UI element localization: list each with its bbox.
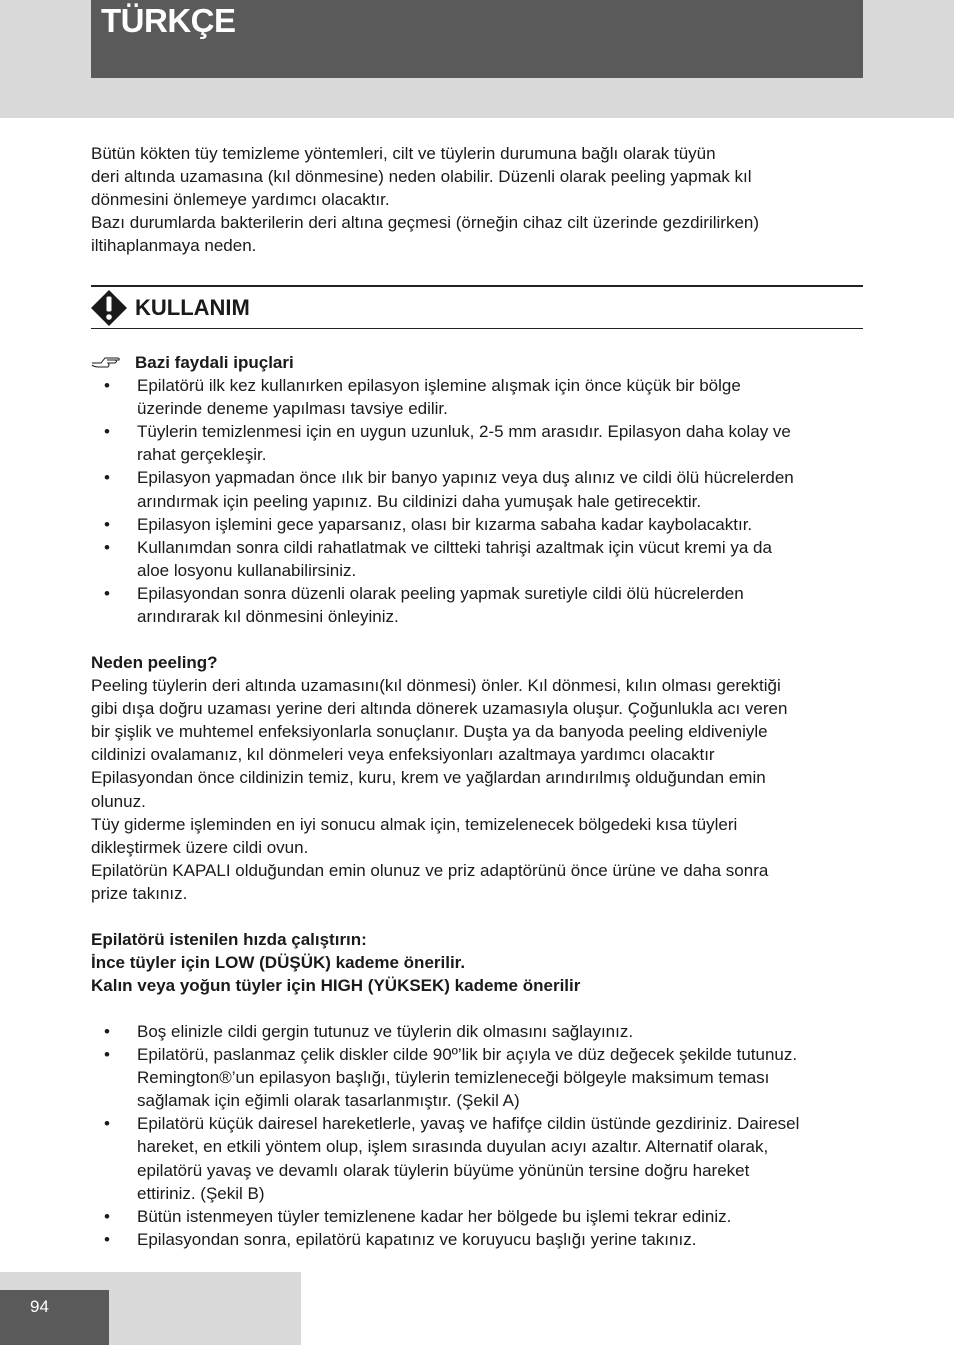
- list-item: • Kullanımdan sonra cildi rahatlatmak ve ciltteki tahrişi azaltmak için vücut kremi ya da aloe losyonu kullanabilirsiniz.: [104, 537, 772, 580]
- warning-icon: [91, 290, 127, 326]
- header-box: [91, 0, 863, 78]
- peeling-line: gibi dışa doğru uzaması yerine deri altında dönerek uzamasıyla oluşur. Çoğunlukla acı veren: [91, 699, 788, 719]
- speed-line: Epilatörü istenilen hızda çalıştırın:: [91, 930, 367, 949]
- section-heading: [91, 285, 863, 329]
- peeling-line: prize takınız.: [91, 883, 188, 903]
- peeling-line: Epilasyondan önce cildinizin temiz, kuru, krem ve yağlardan arındırılmış olduğundan emin: [91, 768, 766, 788]
- peeling-line: cildinizi ovalamanız, kıl dönmeleri veya enfeksiyonları azaltmaya yardımcı olacaktır: [91, 745, 715, 765]
- list-item: • Epilasyondan sonra düzenli olarak peeling yapmak suretiyle cildi ölü hücrelerden arındırarak kıl dönmesini önleyiniz.: [104, 583, 744, 627]
- intro-line: Bütün kökten tüy temizleme yöntemleri, cilt ve tüylerin durumuna bağlı olarak tüyün: [91, 144, 716, 163]
- list-item: • Epilasyondan sonra, epilatörü kapatınız ve koruyucu başlığı yerine takınız.: [104, 1229, 697, 1249]
- tips-list: [91, 374, 871, 628]
- section-title: KULLANIM: [135, 295, 250, 320]
- tips-block: [91, 351, 871, 628]
- peeling-line: Peeling tüylerin deri altında uzamasını(kıl dönmesi) önler. Kıl dönmesi, kılın olması gerektiği: [91, 676, 781, 696]
- peeling-heading: Neden peeling?: [91, 653, 218, 672]
- page-title: TÜRKÇE: [101, 2, 236, 39]
- intro-line: iltihaplanmaya neden.: [91, 236, 257, 256]
- list-item: • Epilasyon yapmadan önce ılık bir banyo yapınız veya duş alınız ve cildi ölü hücrelerden arındırmak için peeling yapınız. Bu cildinizi daha yumuşak hale getirecektir.: [104, 468, 794, 511]
- page-number-box: [0, 1290, 109, 1345]
- page-number: 94: [30, 1297, 49, 1316]
- speed-line: Kalın veya yoğun tüyler için HIGH (YÜKSEK) kademe önerilir: [91, 976, 581, 996]
- steps-block: [91, 1020, 871, 1251]
- list-item: • Epilatörü ilk kez kullanırken epilasyon işlemine alışmak için önce küçük bir bölge üzerinde deneme yapılması tavsiye edilir.: [104, 376, 741, 419]
- list-item: • Bütün istenmeyen tüyler temizlenene kadar her bölgede bu işlemi tekrar ediniz.: [104, 1206, 732, 1226]
- peeling-line: bir şişlik ve muhtemel enfeksiyonlarla sonuçlanır. Duşta ya da banyoda peeling eldiveniyle: [91, 722, 768, 742]
- speed-line: İnce tüyler için LOW (DÜŞÜK) kademe önerilir.: [91, 953, 466, 973]
- tips-title: Bazi faydali ipuçlari: [135, 353, 294, 372]
- list-item: • Boş elinizle cildi gergin tutunuz ve tüylerin dik olmasını sağlayınız.: [104, 1022, 634, 1041]
- list-item: • Tüylerin temizlenmesi için en uygun uzunluk, 2-5 mm arasıdır. Epilasyon daha kolay ve rahat gerçekleşir.: [104, 422, 791, 465]
- list-item: • Epilatörü küçük dairesel hareketlerle, yavaş ve hafifçe cildin üstünde gezdiriniz. Dairesel hareket, en etkili yöntem olup, işlem sırasında duyulan acıyı azaltır. Alternatif olarak, epilatörü yavaş ve devamlı olarak tüylerin büyüme yönünün tersine doğru hareket ettiriniz. (Şekil B): [104, 1114, 800, 1203]
- peeling-line: olunuz.: [91, 791, 146, 811]
- intro-line: dönmesini önlemeye yardımcı olacaktır.: [91, 190, 390, 210]
- peeling-block: [91, 651, 871, 905]
- pointing-hand-icon: [91, 351, 135, 374]
- intro-line: Bazı durumlarda bakterilerin deri altına geçmesi (örneğin cihaz cilt üzerinde gezdirilirken): [91, 213, 760, 233]
- peeling-line: dikleştirmek üzere cildi ovun.: [91, 837, 309, 857]
- list-item: • Epilasyon işlemini gece yaparsanız, olası bir kızarma sabaha kadar kaybolacaktır.: [104, 514, 753, 534]
- list-item: • Epilatörü, paslanmaz çelik diskler cilde 90º’lik bir açıyla ve düz değecek şekilde tutunuz. Remington®’un epilasyon başlığı, tüylerin temizleneceği bölgeyle maksimum teması sağlamak için eğimli olarak tasarlanmıştır. (Şekil A): [104, 1045, 798, 1111]
- steps-list: [91, 1020, 871, 1251]
- tips-heading: [91, 351, 871, 374]
- speed-block: [91, 928, 871, 997]
- intro-line: deri altında uzamasına (kıl dönmesine) neden olabilir. Düzenli olarak peeling yapmak kıl: [91, 167, 752, 187]
- peeling-line: Epilatörün KAPALI olduğundan emin olunuz ve priz adaptörünü önce ürüne ve daha sonra: [91, 860, 769, 880]
- peeling-line: Tüy giderme işleminden en iyi sonucu almak için, temizelenecek bölgedeki kısa tüyleri: [91, 814, 738, 834]
- intro-paragraph: [91, 142, 871, 257]
